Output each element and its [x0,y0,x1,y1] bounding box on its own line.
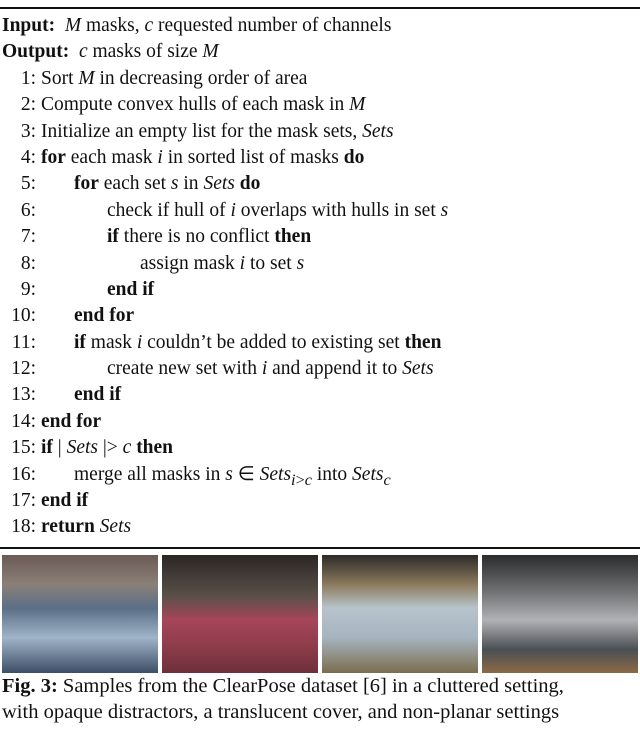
algorithm-line [2,303,448,329]
line-text: end for [74,305,135,327]
caption-line-2: with opaque distractors, a translucent cover, and non-planar settings [2,701,560,723]
algorithm-line [2,435,448,461]
line-text: Initialize an empty list for the mask sets, Sets [41,120,394,142]
algorithm-line [2,145,448,171]
line-text: create new set with i and append it to Sets [107,358,434,380]
algorithm-block [2,13,448,541]
top-rule [0,7,640,9]
algorithm-line [2,356,448,382]
line-number: 2: [20,94,36,116]
line-number: 11: [11,331,36,353]
algorithm-line [2,92,448,118]
algorithm-line [2,277,448,303]
line-number: 14: [11,410,36,432]
algorithm-input: Input: M masks, c requested number of channels [2,15,392,36]
algorithm-line [2,462,448,488]
line-number: 15: [11,437,36,459]
line-text: if mask i couldn’t be added to existing set then [74,331,442,353]
line-text: if | Sets |> c then [41,437,174,459]
algorithm-line [2,330,448,356]
line-text: merge all masks in s ∈ Sets$_{i>c}$ into Sets$_c$ [74,463,391,489]
algorithm-line [2,119,448,145]
line-text: Compute convex hulls of each mask in M [41,94,366,116]
algorithm-line [2,224,448,250]
algorithm-output: Output: c masks of size M [2,41,219,63]
line-number: 13: [11,384,36,406]
figure-caption [2,673,564,725]
line-number: 8: [20,252,36,274]
image-translucent-cover [322,555,478,673]
image-opaque-distractors [162,555,318,673]
line-number: 5: [20,173,36,195]
image-cluttered-glasses [2,555,158,673]
figure-images [2,555,638,673]
algorithm-line [2,251,448,277]
figure-label: Fig. 3: [2,675,58,697]
line-number: 10: [11,305,36,327]
line-text: end if [107,278,155,300]
line-number: 18: [11,516,36,538]
input-text: M masks, c requested number of channels [64,15,392,36]
line-text: end if [74,384,122,406]
line-number: 16: [11,463,36,485]
line-number: 17: [11,490,36,512]
line-text: return Sets [41,516,132,538]
line-number: 12: [11,358,36,380]
line-text: check if hull of i overlaps with hulls in set s [107,199,449,221]
line-number: 7: [20,226,36,248]
bottom-rule [0,547,640,549]
line-text: for each mask i in sorted list of masks do [41,146,365,168]
line-number: 6: [20,199,36,221]
line-number: 4: [20,146,36,168]
line-text: end for [41,410,102,432]
line-number: 3: [20,120,36,142]
algorithm-line [2,171,448,197]
algorithm-line [2,488,448,514]
line-text: end if [41,490,89,512]
line-number: 9: [20,278,36,300]
caption-line-1: Samples from the ClearPose dataset [6] in a cluttered setting, [62,675,564,697]
algorithm-line [2,409,448,435]
output-text: c masks of size M [78,41,219,63]
algorithm-line [2,514,448,540]
image-non-planar [482,555,638,673]
line-text: for each set s in Sets do [74,173,261,195]
line-text: assign mask i to set s [140,252,305,274]
algorithm-line [2,66,448,92]
algorithm-line [2,382,448,408]
algorithm-line [2,198,448,224]
line-text: Sort M in decreasing order of area [41,67,308,89]
line-text: if there is no conflict then [107,226,312,248]
line-number: 1: [20,67,36,89]
